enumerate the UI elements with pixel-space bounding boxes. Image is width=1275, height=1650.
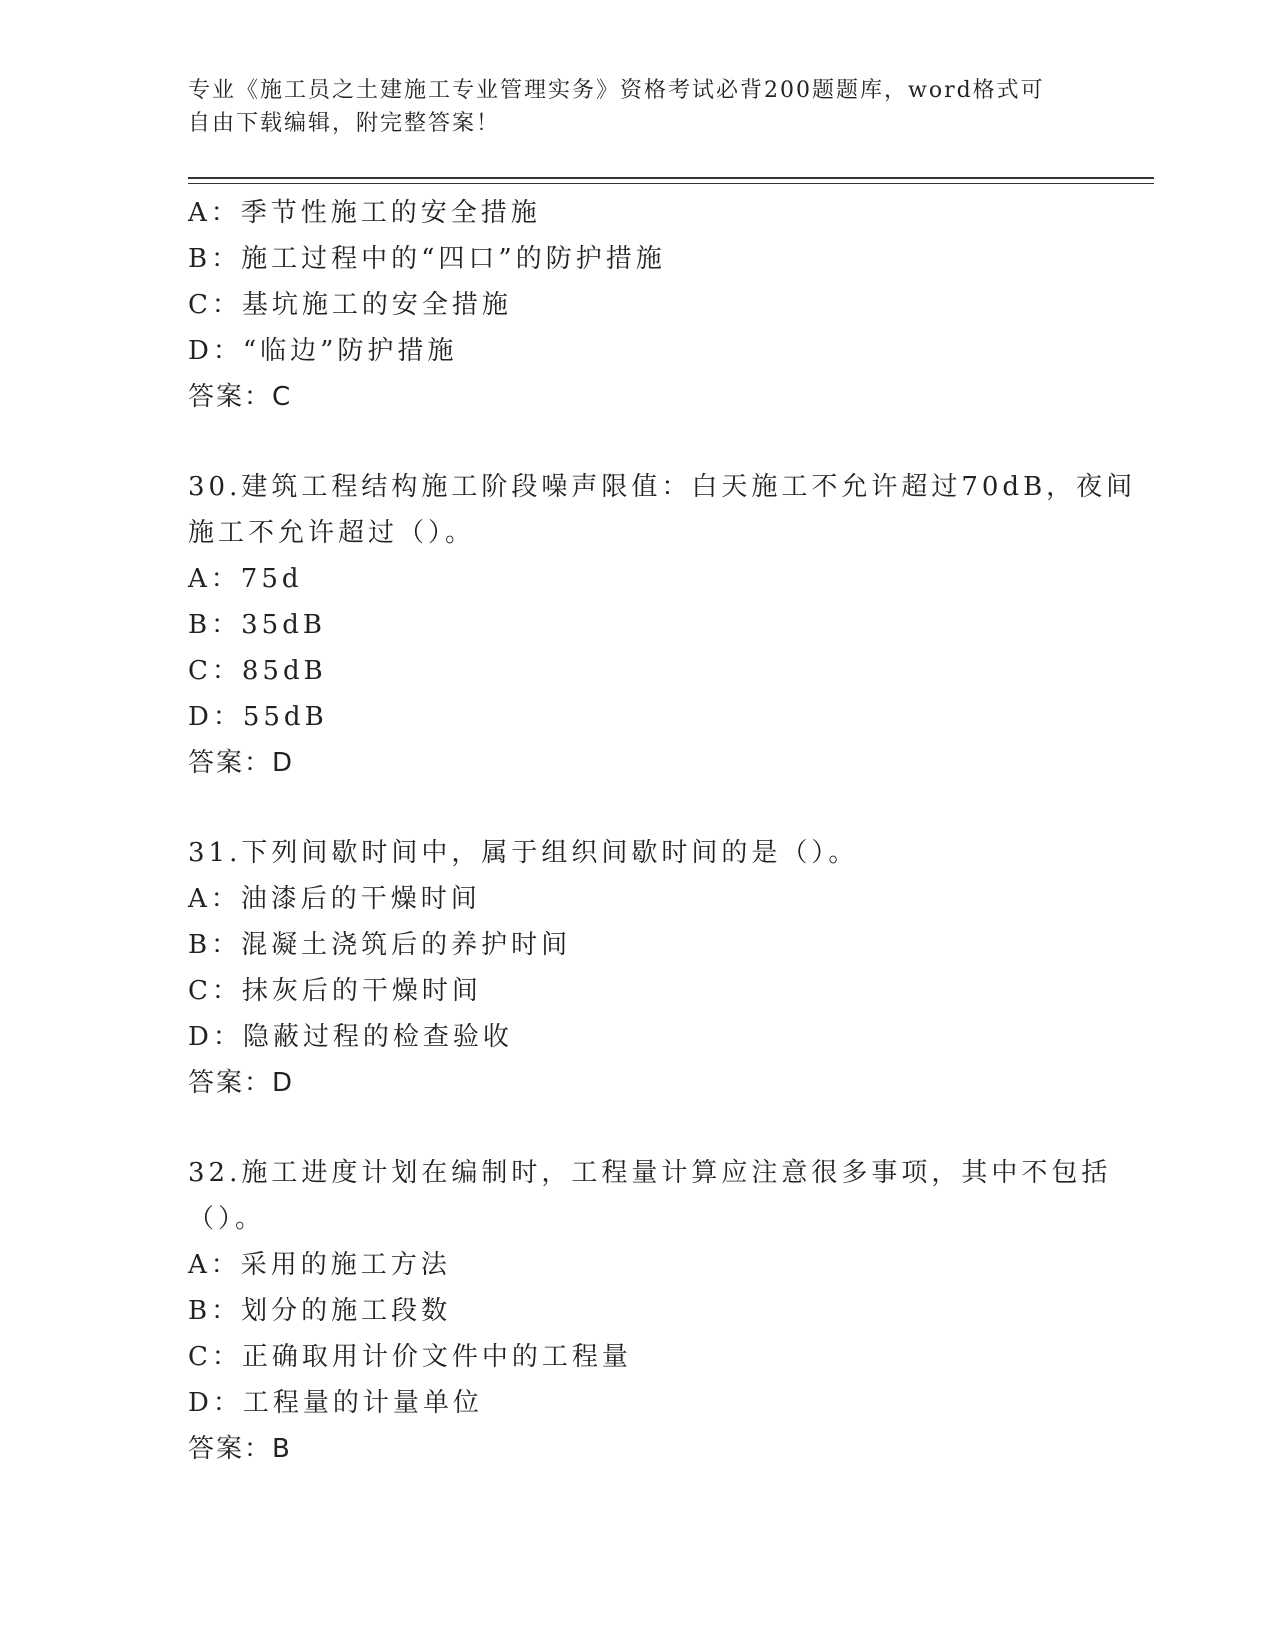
question-list [188,190,1137,1472]
answer-line: 答案：B [188,1434,292,1464]
option-a: A：采用的施工方法 [188,1250,451,1280]
answer-line: 答案：D [188,748,295,778]
header-rule-thin [188,183,1154,184]
option-c: C：正确取用计价文件中的工程量 [188,1342,632,1372]
question-stem: 31.下列间歇时间中，属于组织间歇时间的是（）。 [188,838,859,868]
header-rule-thick [188,177,1154,179]
question-32 [188,1150,1112,1472]
option-d: D：55dB [188,702,328,732]
option-d: D：“临边”防护措施 [188,336,458,366]
question-31 [188,830,1108,1106]
option-c: C：85dB [188,656,327,686]
question-29 [188,190,1108,420]
question-stem-cont: （）。 [188,1204,266,1234]
question-stem: 32.施工进度计划在编制时，工程量计算应注意很多事项，其中不包括 [188,1158,1112,1188]
answer-line: 答案：C [188,382,293,412]
option-d: D：工程量的计量单位 [188,1388,483,1418]
option-d: D：隐蔽过程的检查验收 [188,1022,513,1052]
question-stem-cont: 施工不允许超过（）。 [188,518,476,548]
option-b: B：混凝土浇筑后的养护时间 [188,930,572,960]
option-a: A：季节性施工的安全措施 [188,198,541,228]
option-c: C：抹灰后的干燥时间 [188,976,482,1006]
header-line-1: 专业《施工员之土建施工专业管理实务》资格考试必背200题题库，word格式可 [188,78,1045,103]
option-b: B：施工过程中的“四口”的防护措施 [188,244,666,274]
option-b: B：划分的施工段数 [188,1296,452,1326]
header-line-2: 自由下载编辑，附完整答案！ [188,111,501,136]
option-a: A：75d [188,564,303,594]
option-c: C：基坑施工的安全措施 [188,290,512,320]
option-b: B：35dB [188,610,326,640]
page-header [188,74,1088,140]
question-stem: 30.建筑工程结构施工阶段噪声限值：白天施工不允许超过70dB，夜间 [188,472,1137,502]
option-a: A：油漆后的干燥时间 [188,884,481,914]
question-30 [188,464,1137,786]
answer-line: 答案：D [188,1068,295,1098]
